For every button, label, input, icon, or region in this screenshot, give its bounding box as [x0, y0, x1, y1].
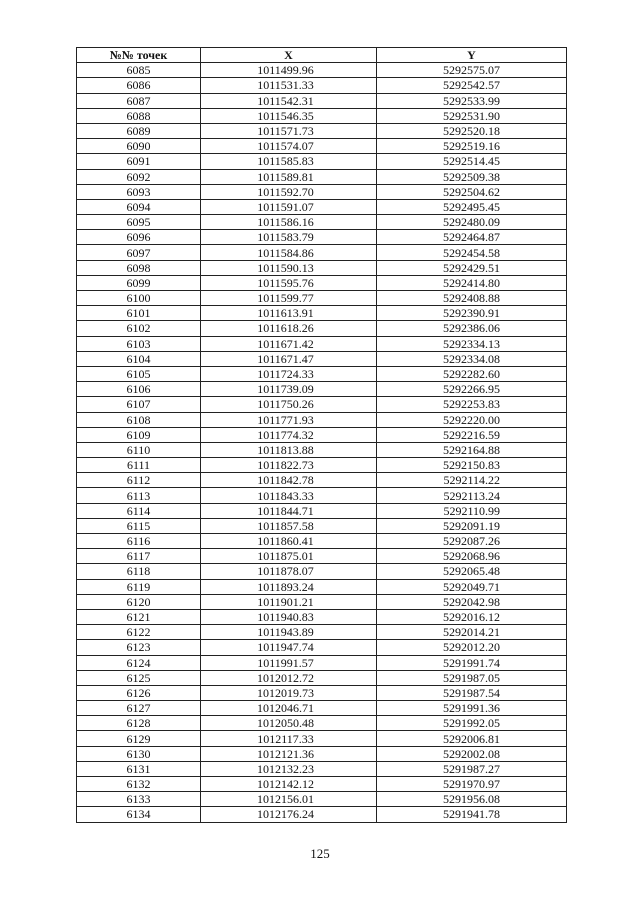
cell-x: 1011860.41 — [201, 534, 377, 549]
cell-y: 5292334.08 — [377, 351, 567, 366]
cell-x: 1012176.24 — [201, 807, 377, 822]
header-x: X — [201, 48, 377, 63]
cell-y: 5292110.99 — [377, 503, 567, 518]
cell-x: 1011613.91 — [201, 306, 377, 321]
cell-point-number: 6093 — [77, 184, 201, 199]
cell-x: 1011991.57 — [201, 655, 377, 670]
cell-x: 1011901.21 — [201, 594, 377, 609]
cell-y: 5292216.59 — [377, 427, 567, 442]
cell-point-number: 6113 — [77, 488, 201, 503]
cell-x: 1012046.71 — [201, 701, 377, 716]
cell-x: 1012121.36 — [201, 746, 377, 761]
cell-point-number: 6116 — [77, 534, 201, 549]
cell-x: 1011584.86 — [201, 245, 377, 260]
cell-point-number: 6101 — [77, 306, 201, 321]
table-row — [77, 230, 567, 245]
cell-point-number: 6095 — [77, 215, 201, 230]
table-body — [77, 63, 567, 822]
cell-y: 5292390.91 — [377, 306, 567, 321]
cell-point-number: 6085 — [77, 63, 201, 78]
table-row — [77, 184, 567, 199]
table-row — [77, 731, 567, 746]
cell-y: 5292386.06 — [377, 321, 567, 336]
cell-x: 1011844.71 — [201, 503, 377, 518]
cell-point-number: 6115 — [77, 518, 201, 533]
table-row — [77, 488, 567, 503]
cell-x: 1011671.47 — [201, 351, 377, 366]
cell-x: 1011592.70 — [201, 184, 377, 199]
cell-point-number: 6091 — [77, 154, 201, 169]
table-row — [77, 245, 567, 260]
cell-y: 5292014.21 — [377, 625, 567, 640]
header-y: Y — [377, 48, 567, 63]
cell-x: 1011586.16 — [201, 215, 377, 230]
cell-y: 5292334.13 — [377, 336, 567, 351]
cell-point-number: 6131 — [77, 761, 201, 776]
cell-point-number: 6103 — [77, 336, 201, 351]
table-row — [77, 655, 567, 670]
table-row — [77, 397, 567, 412]
cell-point-number: 6104 — [77, 351, 201, 366]
table-row — [77, 275, 567, 290]
cell-x: 1011585.83 — [201, 154, 377, 169]
cell-x: 1011574.07 — [201, 139, 377, 154]
cell-point-number: 6094 — [77, 199, 201, 214]
table-row — [77, 412, 567, 427]
cell-y: 5292002.08 — [377, 746, 567, 761]
cell-x: 1011822.73 — [201, 458, 377, 473]
table-row — [77, 291, 567, 306]
cell-y: 5292266.95 — [377, 382, 567, 397]
cell-y: 5292016.12 — [377, 609, 567, 624]
table-row — [77, 123, 567, 138]
cell-point-number: 6134 — [77, 807, 201, 822]
cell-y: 5292012.20 — [377, 640, 567, 655]
cell-point-number: 6121 — [77, 609, 201, 624]
table-row — [77, 549, 567, 564]
cell-x: 1012019.73 — [201, 685, 377, 700]
cell-x: 1011878.07 — [201, 564, 377, 579]
cell-point-number: 6118 — [77, 564, 201, 579]
cell-point-number: 6120 — [77, 594, 201, 609]
cell-y: 5292495.45 — [377, 199, 567, 214]
cell-y: 5292253.83 — [377, 397, 567, 412]
cell-point-number: 6132 — [77, 777, 201, 792]
cell-y: 5292114.22 — [377, 473, 567, 488]
cell-x: 1012156.01 — [201, 792, 377, 807]
cell-point-number: 6125 — [77, 670, 201, 685]
cell-y: 5292408.88 — [377, 291, 567, 306]
cell-x: 1011813.88 — [201, 442, 377, 457]
cell-y: 5292113.24 — [377, 488, 567, 503]
cell-point-number: 6114 — [77, 503, 201, 518]
cell-y: 5292514.45 — [377, 154, 567, 169]
table-row — [77, 716, 567, 731]
cell-y: 5292542.57 — [377, 78, 567, 93]
cell-y: 5292454.58 — [377, 245, 567, 260]
cell-x: 1011857.58 — [201, 518, 377, 533]
cell-point-number: 6108 — [77, 412, 201, 427]
cell-point-number: 6090 — [77, 139, 201, 154]
cell-x: 1011571.73 — [201, 123, 377, 138]
cell-point-number: 6096 — [77, 230, 201, 245]
cell-y: 5292042.98 — [377, 594, 567, 609]
table-row — [77, 670, 567, 685]
cell-point-number: 6089 — [77, 123, 201, 138]
cell-point-number: 6087 — [77, 93, 201, 108]
cell-x: 1011499.96 — [201, 63, 377, 78]
cell-point-number: 6105 — [77, 366, 201, 381]
cell-y: 5291987.54 — [377, 685, 567, 700]
cell-y: 5291991.74 — [377, 655, 567, 670]
cell-y: 5291992.05 — [377, 716, 567, 731]
table-row — [77, 701, 567, 716]
table-row — [77, 306, 567, 321]
table-row — [77, 260, 567, 275]
table-row — [77, 442, 567, 457]
cell-point-number: 6128 — [77, 716, 201, 731]
cell-x: 1011750.26 — [201, 397, 377, 412]
cell-point-number: 6110 — [77, 442, 201, 457]
cell-point-number: 6123 — [77, 640, 201, 655]
cell-y: 5292220.00 — [377, 412, 567, 427]
cell-y: 5292531.90 — [377, 108, 567, 123]
cell-x: 1011583.79 — [201, 230, 377, 245]
cell-x: 1011940.83 — [201, 609, 377, 624]
cell-y: 5292504.62 — [377, 184, 567, 199]
cell-x: 1011595.76 — [201, 275, 377, 290]
cell-x: 1011875.01 — [201, 549, 377, 564]
cell-point-number: 6119 — [77, 579, 201, 594]
cell-point-number: 6098 — [77, 260, 201, 275]
cell-x: 1011724.33 — [201, 366, 377, 381]
cell-y: 5292068.96 — [377, 549, 567, 564]
table-row — [77, 473, 567, 488]
table-row — [77, 351, 567, 366]
table-row — [77, 169, 567, 184]
cell-x: 1011591.07 — [201, 199, 377, 214]
table-row — [77, 807, 567, 822]
cell-y: 5292087.26 — [377, 534, 567, 549]
table-row — [77, 685, 567, 700]
cell-x: 1011771.93 — [201, 412, 377, 427]
cell-x: 1011774.32 — [201, 427, 377, 442]
table-row — [77, 792, 567, 807]
cell-y: 5291991.36 — [377, 701, 567, 716]
page-number: 125 — [310, 846, 330, 861]
table-row — [77, 78, 567, 93]
cell-x: 1011843.33 — [201, 488, 377, 503]
cell-point-number: 6126 — [77, 685, 201, 700]
cell-point-number: 6097 — [77, 245, 201, 260]
cell-y: 5292091.19 — [377, 518, 567, 533]
cell-y: 5292150.83 — [377, 458, 567, 473]
cell-point-number: 6102 — [77, 321, 201, 336]
cell-x: 1011739.09 — [201, 382, 377, 397]
cell-point-number: 6107 — [77, 397, 201, 412]
cell-y: 5292533.99 — [377, 93, 567, 108]
cell-point-number: 6109 — [77, 427, 201, 442]
table-row — [77, 321, 567, 336]
table-row — [77, 609, 567, 624]
cell-point-number: 6129 — [77, 731, 201, 746]
table-row — [77, 427, 567, 442]
table-row — [77, 534, 567, 549]
cell-point-number: 6112 — [77, 473, 201, 488]
table-row — [77, 594, 567, 609]
table-row — [77, 564, 567, 579]
cell-x: 1011590.13 — [201, 260, 377, 275]
table-row — [77, 503, 567, 518]
cell-x: 1011943.89 — [201, 625, 377, 640]
cell-x: 1011589.81 — [201, 169, 377, 184]
cell-x: 1011531.33 — [201, 78, 377, 93]
table-row — [77, 777, 567, 792]
cell-point-number: 6092 — [77, 169, 201, 184]
cell-y: 5292480.09 — [377, 215, 567, 230]
cell-point-number: 6117 — [77, 549, 201, 564]
cell-point-number: 6106 — [77, 382, 201, 397]
table-row — [77, 625, 567, 640]
cell-x: 1011618.26 — [201, 321, 377, 336]
cell-y: 5291987.27 — [377, 761, 567, 776]
cell-y: 5291956.08 — [377, 792, 567, 807]
cell-y: 5291987.05 — [377, 670, 567, 685]
cell-y: 5292519.16 — [377, 139, 567, 154]
cell-x: 1012012.72 — [201, 670, 377, 685]
table-row — [77, 336, 567, 351]
table-row — [77, 518, 567, 533]
table-row — [77, 761, 567, 776]
cell-point-number: 6122 — [77, 625, 201, 640]
cell-point-number: 6088 — [77, 108, 201, 123]
cell-y: 5292464.87 — [377, 230, 567, 245]
cell-x: 1011671.42 — [201, 336, 377, 351]
table-row — [77, 139, 567, 154]
cell-x: 1012050.48 — [201, 716, 377, 731]
cell-y: 5292575.07 — [377, 63, 567, 78]
table-row — [77, 215, 567, 230]
table-row — [77, 382, 567, 397]
cell-y: 5292164.88 — [377, 442, 567, 457]
table-row — [77, 458, 567, 473]
cell-y: 5291941.78 — [377, 807, 567, 822]
cell-point-number: 6130 — [77, 746, 201, 761]
cell-point-number: 6133 — [77, 792, 201, 807]
cell-y: 5291970.97 — [377, 777, 567, 792]
cell-y: 5292520.18 — [377, 123, 567, 138]
cell-x: 1011542.31 — [201, 93, 377, 108]
table-row — [77, 579, 567, 594]
table-row — [77, 63, 567, 78]
cell-point-number: 6099 — [77, 275, 201, 290]
cell-x: 1012132.23 — [201, 761, 377, 776]
cell-y: 5292429.51 — [377, 260, 567, 275]
cell-y: 5292414.80 — [377, 275, 567, 290]
table-row — [77, 108, 567, 123]
table-row — [77, 746, 567, 761]
table-row — [77, 640, 567, 655]
header-point-number: №№ точек — [77, 48, 201, 63]
cell-x: 1011842.78 — [201, 473, 377, 488]
cell-point-number: 6100 — [77, 291, 201, 306]
cell-y: 5292049.71 — [377, 579, 567, 594]
cell-point-number: 6086 — [77, 78, 201, 93]
cell-point-number: 6127 — [77, 701, 201, 716]
cell-y: 5292065.48 — [377, 564, 567, 579]
cell-x: 1011947.74 — [201, 640, 377, 655]
cell-y: 5292006.81 — [377, 731, 567, 746]
cell-x: 1012142.12 — [201, 777, 377, 792]
cell-y: 5292509.38 — [377, 169, 567, 184]
cell-x: 1011599.77 — [201, 291, 377, 306]
table-row — [77, 154, 567, 169]
cell-x: 1011893.24 — [201, 579, 377, 594]
cell-y: 5292282.60 — [377, 366, 567, 381]
table-header-row — [77, 48, 567, 63]
table-row — [77, 366, 567, 381]
cell-point-number: 6124 — [77, 655, 201, 670]
cell-x: 1011546.35 — [201, 108, 377, 123]
coordinates-table — [76, 47, 567, 823]
table-row — [77, 93, 567, 108]
cell-point-number: 6111 — [77, 458, 201, 473]
cell-x: 1012117.33 — [201, 731, 377, 746]
table-row — [77, 199, 567, 214]
